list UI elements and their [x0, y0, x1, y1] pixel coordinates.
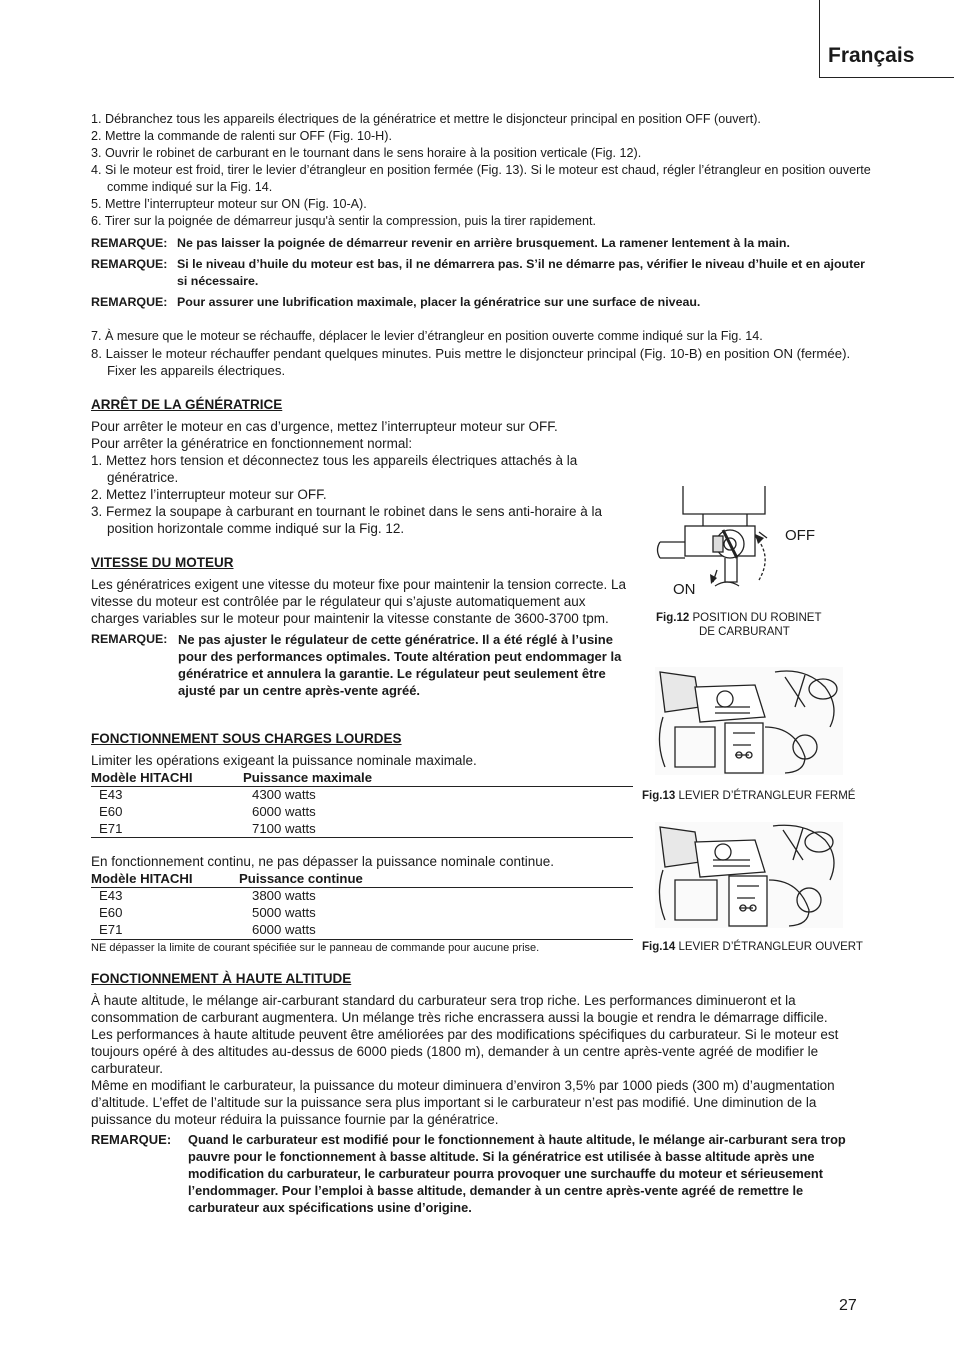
- table-row: [91, 905, 633, 922]
- fig13-choke-closed-illustration: [655, 667, 845, 777]
- table-cell: E43: [99, 787, 123, 802]
- paragraph: Les génératrices exigent une vitesse du moteur fixe pour maintenir la tension correcte. La vitesse du moteur est contrôlée par le régulateur qui s’ajuste automatiquement aux charges variables sur le moteur pour maintenir la vitesse constante de 3600-3700 tpm.: [91, 577, 627, 626]
- table-header: Puissance continue: [239, 870, 633, 888]
- paragraph: Pour arrêter le moteur en cas d’urgence, mettez l’interrupteur moteur sur OFF.: [91, 419, 558, 434]
- step-item: 1. Mettez hors tension et déconnectez tous les appareils électriques attachés à la génératrice.: [91, 453, 578, 485]
- note: [91, 294, 871, 311]
- step-item: 6. Tirer sur la poignée de démarreur jusqu'à sentir la compression, puis la tirer rapidement.: [91, 214, 596, 228]
- table-header: Puissance maximale: [243, 769, 633, 787]
- table-cell: E43: [99, 888, 123, 904]
- step-item: 2. Mettre la commande de ralenti sur OFF (Fig. 10-H).: [91, 129, 392, 143]
- table-row: [91, 804, 633, 821]
- fig-number: Fig.13: [642, 790, 676, 802]
- note-label: REMARQUE:: [91, 632, 168, 646]
- paragraph: À haute altitude, le mélange air-carburant standard du carburateur sera trop riche. Les performances diminueront et la consommation de carburant augmentera. Un mélange très riche encrassera aussi la bougie et rendra le démarrage difficile.: [91, 993, 828, 1025]
- note-label: REMARQUE:: [91, 236, 168, 250]
- note-text: Ne pas ajuster le régulateur de cette génératrice. Il a été réglé à l’usine pour des performances optimales. Toute altération peut endommager la génératrice et annulera la garantie. Le régulateur peut seulement être ajusté par un centre après-vente agréé.: [178, 632, 622, 698]
- note-text: Ne pas laisser la poignée de démarreur revenir en arrière brusquement. La ramener lentement à la main.: [177, 236, 790, 250]
- section-title: ARRÊT DE LA GÉNÉRATRICE: [91, 397, 283, 412]
- section-title: FONCTIONNEMENT À HAUTE ALTITUDE: [91, 971, 352, 986]
- table-header: Modèle HITACHI: [91, 870, 239, 888]
- fig-caption-text: LEVIER D’ÉTRANGLEUR FERMÉ: [678, 790, 856, 802]
- table-cell: E60: [99, 905, 123, 921]
- fig12-caption: [656, 611, 856, 639]
- note-label: REMARQUE:: [91, 1132, 172, 1147]
- table-cell: E71: [91, 821, 243, 838]
- step-item: 4. Si le moteur est froid, tirer le levier d’étrangleur en position fermée (Fig. 13). Si le moteur est chaud, régler l’étrangleur en position ouverte comme indiqué sur la Fig. 14.: [91, 163, 871, 194]
- table-row: [91, 888, 633, 905]
- note-label: REMARQUE:: [91, 295, 168, 309]
- start-steps: [91, 111, 871, 311]
- fig14-caption: [642, 940, 882, 954]
- paragraph: Même en modifiant le carburateur, la puissance du moteur diminuera d’environ 3,5% par 1000 pieds (300 m) d’augmentation d’altitude. L’effet de l’altitude sur la puissance sera plus important si le carburateur n’est pas modifié. Une diminution de la puissance du moteur réduira la puissance fournie par la génératrice.: [91, 1078, 835, 1127]
- table-row: [91, 821, 633, 838]
- note: [91, 631, 636, 699]
- note-label: REMARQUE:: [91, 257, 168, 271]
- fig14-choke-open-illustration: [655, 822, 845, 930]
- table-cell: 7100 watts: [243, 821, 633, 838]
- speed-section: [91, 554, 636, 699]
- language-tab: [819, 0, 954, 78]
- fig12-on-label: ON: [673, 581, 696, 598]
- paragraph: Pour arrêter la génératrice en fonctionnement normal:: [91, 436, 413, 451]
- stop-section: [91, 396, 636, 537]
- step-item: 3. Fermez la soupape à carburant en tournant le robinet dans le sens anti-horaire à la position horizontale comme indiqué sur la Fig. 12.: [91, 504, 603, 536]
- step-item: 7. À mesure que le moteur se réchauffe, déplacer le levier d’étrangleur en position ouverte comme indiqué sur la Fig. 14.: [91, 329, 763, 343]
- table-header: Modèle HITACHI: [91, 769, 243, 787]
- table-cell: 5000 watts: [252, 905, 316, 921]
- table-cell: 6000 watts: [239, 922, 633, 939]
- table-cell: 6000 watts: [252, 803, 316, 819]
- table-cell: E71: [91, 922, 239, 939]
- note: [91, 1131, 866, 1216]
- section-title: VITESSE DU MOTEUR: [91, 555, 234, 570]
- note-text: Si le niveau d’huile du moteur est bas, il ne démarrera pas. S’il ne démarre pas, vérifier le niveau d’huile et en ajouter si nécessaire.: [177, 257, 865, 288]
- paragraph: En fonctionnement continu, ne pas dépasser la puissance nominale continue.: [91, 854, 555, 870]
- fig-caption-text: POSITION DU ROBINET: [692, 612, 822, 624]
- fig12-fuel-valve-illustration: [655, 486, 855, 600]
- step-item: 5. Mettre l’interrupteur moteur sur ON (Fig. 10-A).: [91, 197, 367, 211]
- fig-number: Fig.14: [642, 941, 676, 953]
- section-title: FONCTIONNEMENT SOUS CHARGES LOURDES: [91, 731, 402, 746]
- paragraph: Les performances à haute altitude peuvent être améliorées par des modifications spécifiques du carburateur. Si le moteur est toujours opéré à des altitudes au-dessus de 6000 pieds (1800 m), demander à un centre après-vente agréé de modifier le carburateur.: [91, 1027, 839, 1076]
- altitude-section: [91, 970, 866, 1216]
- note-text: Pour assurer une lubrification maximale, placer la génératrice sur une surface de niveau.: [177, 295, 701, 309]
- step-item: 8. Laisser le moteur réchauffer pendant quelques minutes. Puis mettre le disjoncteur principal (Fig. 10-B) en position ON (fermée). Fixer les appareils électriques.: [91, 346, 851, 378]
- max-power-table: [91, 769, 633, 838]
- start-steps-continued: [91, 328, 871, 379]
- table-cell: 4300 watts: [252, 787, 316, 802]
- note: [91, 256, 871, 290]
- note-text: Quand le carburateur est modifié pour le fonctionnement à haute altitude, le mélange air-carburant sera trop pauvre pour le fonctionnement à basse altitude. Si la génératrice est utilisée à basse altitude après une modification du carburateur, le carburateur pourra provoquer une surchauffe du moteur et sérieusement l’endommager. Pour l’emploi à basse altitude, demander à un centre après-vente agréé de remettre le carburateur aux spécifications usine d’origine.: [188, 1132, 846, 1215]
- fig12-off-label: OFF: [785, 527, 815, 544]
- table-cell: 3800 watts: [252, 888, 316, 904]
- note: [91, 235, 871, 252]
- step-item: 3. Ouvrir le robinet de carburant en le tournant dans le sens horaire à la position verticale (Fig. 12).: [91, 146, 642, 160]
- table-row: [91, 787, 633, 804]
- step-item: 1. Débranchez tous les appareils électriques de la génératrice et mettre le disjoncteur principal en position OFF (ouvert).: [91, 112, 761, 126]
- table-row: [91, 922, 633, 939]
- heavy-section: [91, 730, 636, 955]
- page-number: 27: [839, 1297, 857, 1314]
- step-item: 2. Mettez l’interrupteur moteur sur OFF.: [91, 487, 327, 502]
- table-cell: E60: [99, 803, 123, 819]
- paragraph: Limiter les opérations exigeant la puissance nominale maximale.: [91, 753, 477, 768]
- continuous-power-table: [91, 870, 633, 939]
- language-label: Français: [828, 44, 915, 67]
- fig-caption-text: LEVIER D’ÉTRANGLEUR OUVERT: [678, 941, 863, 953]
- fig-number: Fig.12: [656, 612, 690, 624]
- fig13-caption: [642, 789, 882, 803]
- footnote: NE dépasser la limite de courant spécifiée sur le panneau de commande pour aucune prise.: [91, 941, 540, 954]
- fig-caption-text: DE CARBURANT: [699, 626, 790, 638]
